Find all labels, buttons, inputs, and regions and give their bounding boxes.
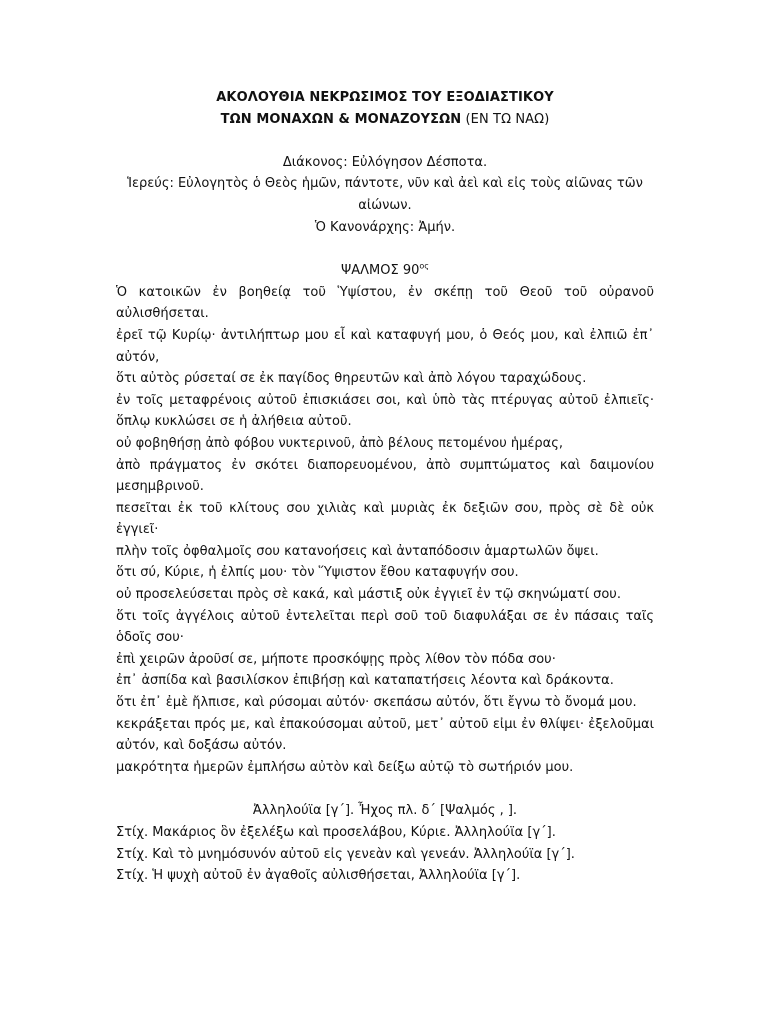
kanonarch-line: Ὁ Κανονάρχης: Ἀμήν. xyxy=(314,219,456,235)
psalm-verse: Ὁ κατοικῶν ἐν βοηθείᾳ τοῦ Ὑψίστου, ἐν σκέπῃ τοῦ Θεοῦ τοῦ οὐρανοῦ αὐλισθήσεται. xyxy=(116,284,654,322)
psalm-verse: ἐρεῖ τῷ Κυρίῳ· ἀντιλήπτωρ μου εἶ καὶ καταφυγή μου, ὁ Θεός μου, καὶ ἐλπιῶ ἐπ᾿ αὐτόν, xyxy=(116,327,654,365)
deacon-line: Διάκονος: Εὐλόγησον Δέσποτα. xyxy=(282,154,488,170)
spacer xyxy=(116,778,654,800)
psalm-verse: ἀπὸ πράγματος ἐν σκότει διαπορευομένου, ἀπὸ συμπτώματος καὶ δαιμονίου μεσημβρινοῦ. xyxy=(116,457,654,495)
psalm-verse: ὅτι αὐτὸς ρύσεταί σε ἐκ παγίδος θηρευτῶν καὶ ἀπὸ λόγου ταραχώδους. xyxy=(116,371,587,387)
alleluia-stich: Στίχ. Μακάριος ὃν ἐξελέξω καὶ προσελάβου, Κύριε. Ἀλληλούϊα [γ΄]. xyxy=(116,825,556,840)
psalm-verse: μακρότητα ἡμερῶν ἐμπλήσω αὐτὸν καὶ δείξω αὐτῷ τὸ σωτήριόν μου. xyxy=(116,759,574,775)
alleluia-heading: Ἀλληλούϊα [γ΄]. Ἦχος πλ. δ΄ [Ψαλμός , ]. xyxy=(252,803,518,819)
psalm-heading-text: ΨΑΛΜΟΣ 90 xyxy=(341,263,420,279)
psalm-heading-ordinal: ος xyxy=(419,261,429,271)
psalm-verse: ἐπὶ χειρῶν ἀροῦσί σε, μήποτε προσκόψῃς πρὸς λίθον τὸν πόδα σου· xyxy=(116,651,556,667)
psalm-verse: πλὴν τοῖς ὀφθαλμοῖς σου κατανοήσεις καὶ ἀνταπόδοσιν ἁμαρτωλῶν ὄψει. xyxy=(116,543,599,559)
document-title-line-2-note: (ΕΝ ΤΩ ΝΑΩ) xyxy=(461,111,550,127)
psalm-heading xyxy=(116,260,654,282)
psalm-verse: πεσεῖται ἐκ τοῦ κλίτους σου χιλιὰς καὶ μυριὰς ἐκ δεξιῶν σου, πρὸς σὲ δὲ οὐκ ἐγγιεῖ· xyxy=(116,500,654,538)
priest-line: Ἱερεύς: Εὐλογητὸς ὁ Θεὸς ἡμῶν, πάντοτε, νῦν καὶ ἀεὶ καὶ εἰς τοὺς αἰῶνας τῶν αἰώνων. xyxy=(127,176,643,213)
psalm-verse: ὅτι τοῖς ἀγγέλοις αὐτοῦ ἐντελεῖται περὶ σοῦ τοῦ διαφυλάξαι σε ἐν πάσαις ταῖς ὁδοῖς σου· xyxy=(116,608,654,646)
alleluia-stich: Στίχ. Ἡ ψυχὴ αὐτοῦ ἐν ἀγαθοῖς αὐλισθήσεται, Ἀλληλούϊα [γ΄]. xyxy=(116,868,521,884)
psalm-verse: ὅτι ἐπ᾿ ἐμὲ ἤλπισε, καὶ ρύσομαι αὐτόν· σκεπάσω αὐτόν, ὅτι ἔγνω τὸ ὄνομά μου. xyxy=(116,695,637,711)
document-title-line-1: ΑΚΟΛΟΥΘΙΑ ΝΕΚΡΩΣΙΜΟΣ ΤΟΥ ΕΞΟΔΙΑΣΤΙΚΟΥ xyxy=(216,90,554,105)
spacer xyxy=(116,130,654,152)
document-page xyxy=(116,87,654,887)
psalm-verse: κεκράξεται πρός με, καὶ ἐπακούσομαι αὐτοῦ, μετ᾿ αὐτοῦ εἰμι ἐν θλίψει· ἐξελοῦμαι αὐτόν, καὶ δοξάσω αὐτόν. xyxy=(116,716,654,754)
psalm-verse: οὐ προσελεύσεται πρὸς σὲ κακά, καὶ μάστιξ οὐκ ἐγγιεῖ ἐν τῷ σκηνώματί σου. xyxy=(116,587,621,603)
psalm-verse: ὅτι σύ, Κύριε, ἡ ἐλπίς μου· τὸν Ὕψιστον ἔθου καταφυγήν σου. xyxy=(116,565,519,581)
psalm-verse: οὐ φοβηθήσῃ ἀπὸ φόβου νυκτερινοῦ, ἀπὸ βέλους πετομένου ἡμέρας, xyxy=(116,435,564,451)
psalm-verse: ἐν τοῖς μεταφρένοις αὐτοῦ ἐπισκιάσει σοι, καὶ ὑπὸ τὰς πτέρυγας αὐτοῦ ἐλπιεῖς· ὅπλῳ κυκλώσει σε ἡ ἀλήθεια αὐτοῦ. xyxy=(116,392,654,430)
spacer xyxy=(116,238,654,260)
document-title-line-2-main: ΤΩΝ ΜΟΝΑΧΩΝ & ΜΟΝΑΖΟΥΣΩΝ xyxy=(220,111,462,127)
psalm-verse: ἐπ᾿ ἀσπίδα καὶ βασιλίσκον ἐπιβήσῃ καὶ καταπατήσεις λέοντα καὶ δράκοντα. xyxy=(116,673,614,689)
document-title-line-2 xyxy=(116,109,654,131)
alleluia-stich: Στίχ. Καὶ τὸ μνημόσυνόν αὐτοῦ εἰς γενεὰν καὶ γενεάν. Ἀλληλούϊα [γ΄]. xyxy=(116,846,575,862)
